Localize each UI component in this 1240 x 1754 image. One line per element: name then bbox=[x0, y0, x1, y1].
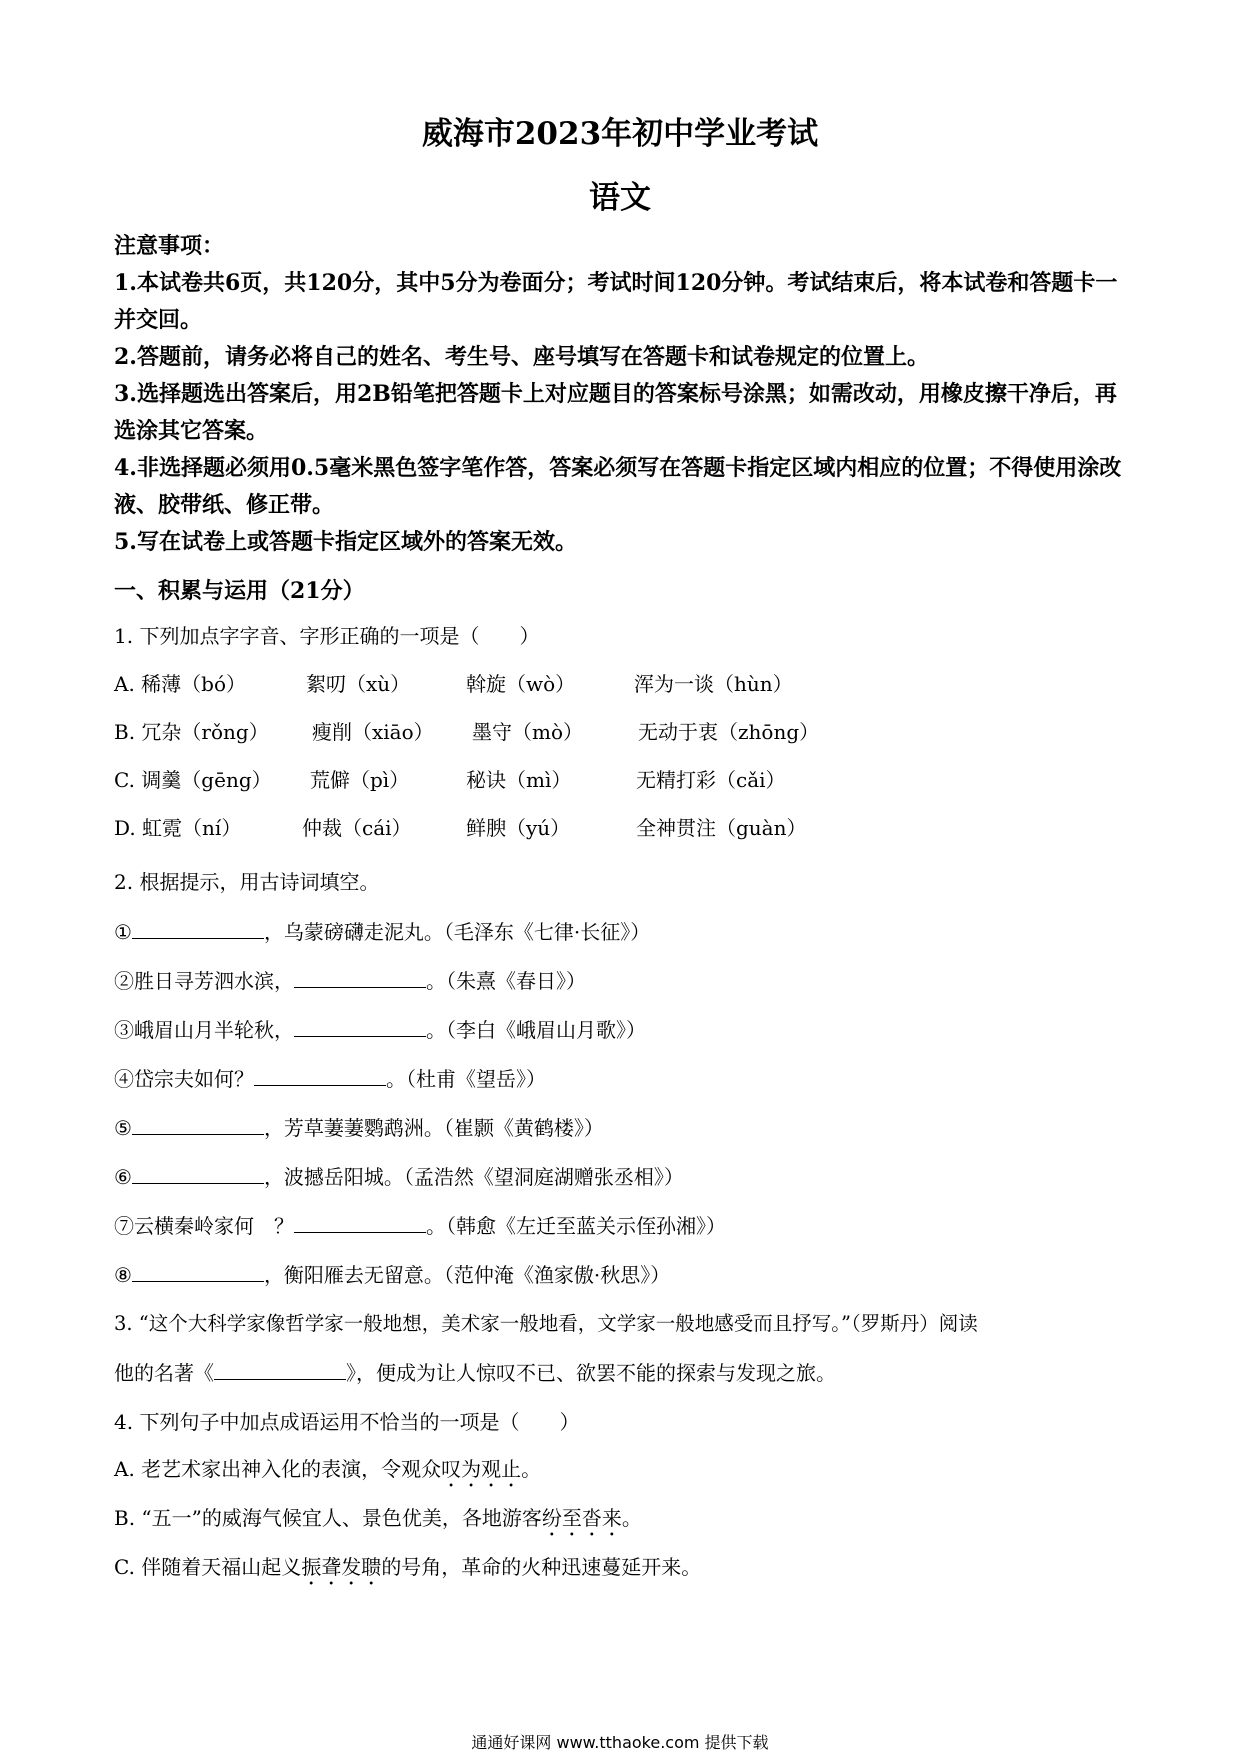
footer-watermark: 通通好课网 www.tthaoke.com 提供下载 bbox=[471, 1733, 769, 1752]
notes-heading: 注意事项： bbox=[114, 233, 225, 259]
option-item: 无精打彩（cǎi） bbox=[636, 768, 786, 792]
option-item: 全神贯注（guàn） bbox=[636, 816, 807, 840]
option-text: 的号角，革命的火种迅速蔓延开来。 bbox=[381, 1555, 702, 1579]
answer-blank[interactable] bbox=[214, 1361, 346, 1380]
question-4-stem: 4. 下列句子中加点成语运用不恰当的一项是（ ） bbox=[114, 1410, 580, 1434]
note-item: 1.本试卷共6页，共120分，其中5分为卷面分；考试时间120分钟。考试结束后，将本试卷和答题卡一并交回。 bbox=[114, 270, 1118, 333]
poem-line bbox=[114, 916, 650, 945]
poem-prefix: ⑥ bbox=[114, 1165, 132, 1189]
q3-prefix: 他的名著《 bbox=[114, 1361, 214, 1385]
option-item: 瘦削（xiāo） bbox=[312, 720, 434, 744]
note-item: 2.答题前，请务必将自己的姓名、考生号、座号填写在答题卡和试卷规定的位置上。 bbox=[114, 344, 929, 370]
question-3-line1: 3. “这个大科学家像哲学家一般地想，美术家一般地看，文学家一般地感受而且抒写。”（罗斯丹）阅读 bbox=[114, 1312, 978, 1335]
dotted-idiom: 振聋发聩 bbox=[301, 1555, 382, 1579]
note-item: 3.选择题选出答案后，用2B铅笔把答题卡上对应题目的答案标号涂黑；如需改动，用橡皮擦干净后，再选涂其它答案。 bbox=[114, 381, 1117, 444]
answer-blank[interactable] bbox=[294, 1018, 426, 1037]
exam-title: 威海市2023年初中学业考试 bbox=[421, 116, 819, 152]
poem-suffix: 。（韩愈《左迁至蓝关示侄孙湘》） bbox=[426, 1214, 726, 1238]
poem-line bbox=[114, 1161, 684, 1190]
option-item: 无动于衷（zhōng） bbox=[638, 720, 820, 744]
option-item: D. 虹霓（ní） bbox=[114, 816, 242, 840]
answer-blank[interactable] bbox=[294, 1214, 426, 1233]
q4-option-c bbox=[114, 1551, 701, 1590]
dotted-idiom: 叹为观止 bbox=[441, 1457, 522, 1481]
answer-blank[interactable] bbox=[132, 1165, 264, 1184]
answer-blank[interactable] bbox=[132, 1263, 264, 1282]
exam-subject: 语文 bbox=[589, 180, 651, 216]
poem-prefix: ⑧ bbox=[114, 1263, 132, 1287]
poem-suffix: 。（李白《峨眉山月歌》） bbox=[426, 1018, 646, 1042]
question-3-line2 bbox=[114, 1357, 836, 1386]
question-2-stem: 2. 根据提示，用古诗词填空。 bbox=[114, 870, 380, 894]
option-item: 秘诀（mì） bbox=[466, 768, 572, 792]
option-item: 絮叨（xù） bbox=[306, 672, 411, 696]
poem-line bbox=[114, 1063, 546, 1092]
option-item: 墨守（mò） bbox=[472, 720, 584, 744]
option-text: 。 bbox=[621, 1506, 642, 1530]
poem-suffix: ，乌蒙磅礴走泥丸。（毛泽东《七律·长征》） bbox=[263, 920, 651, 944]
q3-suffix: 》，便成为让人惊叹不已、欲罢不能的探索与发现之旅。 bbox=[346, 1361, 836, 1385]
option-text: C. 伴随着天福山起义 bbox=[114, 1555, 302, 1579]
option-item: 仲裁（cái） bbox=[302, 816, 412, 840]
poem-suffix: ，芳草萋萋鹦鹉洲。（崔颢《黄鹤楼》） bbox=[263, 1116, 604, 1140]
note-item: 5.写在试卷上或答题卡指定区域外的答案无效。 bbox=[114, 529, 577, 555]
dotted-idiom: 纷至沓来 bbox=[541, 1506, 622, 1530]
poem-suffix: 。（杜甫《望岳》） bbox=[386, 1067, 546, 1091]
poem-prefix: ⑦云横秦岭家何 ？ bbox=[114, 1214, 294, 1238]
poem-line bbox=[114, 1112, 604, 1141]
notes-block bbox=[114, 228, 1124, 561]
option-item: 浑为一谈（hùn） bbox=[634, 672, 793, 696]
q4-option-a bbox=[114, 1453, 541, 1492]
answer-blank[interactable] bbox=[132, 920, 264, 939]
answer-blank[interactable] bbox=[132, 1116, 264, 1135]
poem-suffix: ，波撼岳阳城。（孟浩然《望洞庭湖赠张丞相》） bbox=[263, 1165, 684, 1189]
question-1-stem: 1. 下列加点字字音、字形正确的一项是（ ） bbox=[114, 624, 540, 648]
option-item: A. 稀薄（bó） bbox=[114, 672, 247, 696]
option-item: 斡旋（wò） bbox=[466, 672, 576, 696]
option-item: B. 冗杂（rǒng） bbox=[114, 720, 269, 744]
answer-blank[interactable] bbox=[254, 1067, 386, 1086]
poem-suffix: 。（朱熹《春日》） bbox=[426, 969, 586, 993]
poem-suffix: ，衡阳雁去无留意。（范仲淹《渔家傲·秋思》） bbox=[263, 1263, 671, 1287]
option-item: 鲜腴（yú） bbox=[466, 816, 571, 840]
section-heading: 一、积累与运用（21分） bbox=[114, 578, 365, 604]
note-item: 4.非选择题必须用0.5毫米黑色签字笔作答，答案必须写在答题卡指定区域内相应的位置；不得使用涂改液、胶带纸、修正带。 bbox=[114, 455, 1122, 518]
poem-line bbox=[114, 1259, 670, 1288]
q4-option-b bbox=[114, 1502, 642, 1541]
poem-line bbox=[114, 1210, 726, 1239]
option-text: B. “五一”的威海气候宜人、景色优美，各地游客 bbox=[114, 1506, 542, 1530]
poem-prefix: ⑤ bbox=[114, 1116, 132, 1140]
poem-prefix: ④岱宗夫如何？ bbox=[114, 1067, 254, 1091]
option-item: C. 调羹（gēng） bbox=[114, 768, 272, 792]
poem-line bbox=[114, 1014, 646, 1043]
option-item: 荒僻（pì） bbox=[310, 768, 410, 792]
option-text: A. 老艺术家出神入化的表演，令观众 bbox=[114, 1457, 442, 1481]
answer-blank[interactable] bbox=[294, 969, 426, 988]
option-text: 。 bbox=[521, 1457, 542, 1481]
poem-prefix: ③峨眉山月半轮秋， bbox=[114, 1018, 294, 1042]
poem-line bbox=[114, 965, 586, 994]
poem-prefix: ① bbox=[114, 920, 132, 944]
poem-prefix: ②胜日寻芳泗水滨， bbox=[114, 969, 294, 993]
